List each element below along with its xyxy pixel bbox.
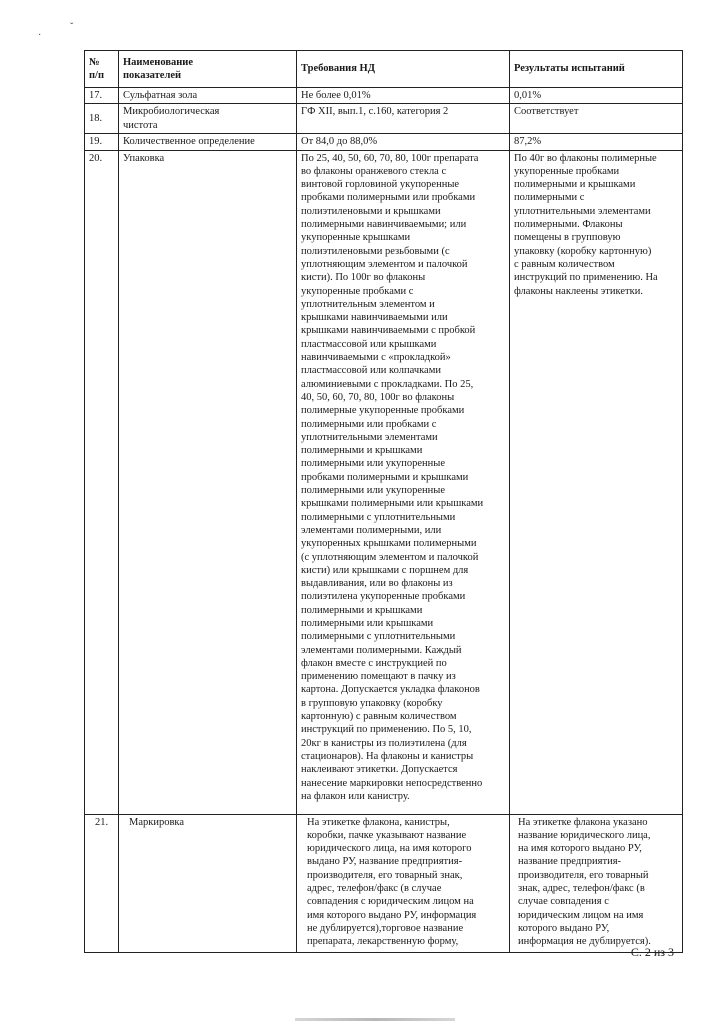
table-row — [85, 104, 683, 134]
header-result: Результаты испытаний — [510, 51, 683, 88]
row-num: 19. — [85, 134, 119, 150]
row-num: 21. — [85, 814, 119, 952]
scan-speck: ˇ — [70, 22, 74, 33]
row-name: Маркировка — [119, 814, 297, 952]
row-name: Количественное определение — [119, 134, 297, 150]
row-requirement: Не более 0,01% — [297, 88, 510, 104]
row-result: 87,2% — [510, 134, 683, 150]
row-result: По 40г во флаконы полимерные укупоренные пробками полимерными и крышками полимерными с уплотнительными элементами полимерными. Флаконы помещены в групповую упаковку (коробку картонную) с равным количеством инструкций по применению. На флаконы наклеены этикетки. — [510, 150, 683, 814]
row-name: Упаковка — [119, 150, 297, 814]
row-requirement: ГФ XII, вып.1, с.160, категория 2 — [297, 104, 510, 134]
scan-smudge — [295, 1018, 455, 1021]
header-indicator-name: Наименование показателей — [119, 51, 297, 88]
table-row — [85, 814, 683, 952]
header-num: № п/п — [85, 51, 119, 88]
table-row — [85, 150, 683, 814]
table-row — [85, 88, 683, 104]
row-num: 17. — [85, 88, 119, 104]
row-name: Микробиологическая чистота — [119, 104, 297, 134]
row-num: 20. — [85, 150, 119, 814]
table-row — [85, 134, 683, 150]
row-requirement: На этикетке флакона, канистры, коробки, пачке указывают название юридического лица, на имя которого выдано РУ, название предприятия- производителя, его товарный знак, адрес, телефон/факс (в случае совпадения с юридическим лицом на имя которого выдано РУ, информация не дублируется),торговое название препарата, лекарственную форму, — [297, 814, 510, 952]
page-number: С. 2 из 3 — [630, 945, 674, 959]
row-name: Сульфатная зола — [119, 88, 297, 104]
row-result: 0,01% — [510, 88, 683, 104]
row-num: 18. — [85, 104, 119, 134]
row-result: На этикетке флакона указано название юридического лица, на имя которого выдано РУ, название предприятия- производителя, его товарный знак, адрес, телефон/факс (в случае совпадения с юридическим лицом на имя которого выдано РУ, информация не дублируется). — [510, 814, 683, 952]
row-requirement: По 25, 40, 50, 60, 70, 80, 100г препарата во флаконы оранжевого стекла с винтовой горловиной укупоренные пробками полимерными или пробками полиэтиленовыми и крышками полимерными навинчиваемыми; или укупоренные крышками полиэтиленовыми резьбовыми (с уплотняющим элементом и палочкой кисти). По 100г во флаконы укупоренные пробками с уплотнительным элементом и крышками навинчиваемыми или крышками навинчиваемыми с пробкой пластмассовой или крышками навинчиваемыми с «прокладкой» пластмассовой или колпачками алюминиевыми с прокладками. По 25, 40, 50, 60, 70, 80, 100г во флаконы полимерные укупоренные пробками полимерными или пробками с уплотнительными элементами полимерными и крышками полимерными или укупоренные пробками полимерными и крышками полимерными или укупоренные крышками полимерными или крышками полимерными с уплотнительными элементами полимерными, или укупоренных крышками полимерными (с уплотняющим элементом и палочкой кисти) или крышками с поршнем для выдавливания, или во флаконы из полиэтилена укупоренные пробками полимерными и крышками полимерными или крышками полимерными с уплотнительными элементами полимерными. Каждый флакон вместе с инструкцией по применению помещают в пачку из картона. Допускается укладка флаконов в групповую упаковку (коробку картонную) с равным количеством инструкций по применению. По 5, 10, 20кг в канистры из полиэтилена (для стационаров). На флаконы и канистры наклеивают этикетки. Допускается нанесение маркировки непосредственно на флакон или канистру. — [297, 150, 510, 814]
scan-speck: · — [38, 30, 42, 41]
table-header-row — [85, 51, 683, 88]
row-result: Соответствует — [510, 104, 683, 134]
row-requirement: От 84,0 до 88,0% — [297, 134, 510, 150]
test-results-table — [84, 50, 683, 953]
header-requirement: Требования НД — [297, 51, 510, 88]
